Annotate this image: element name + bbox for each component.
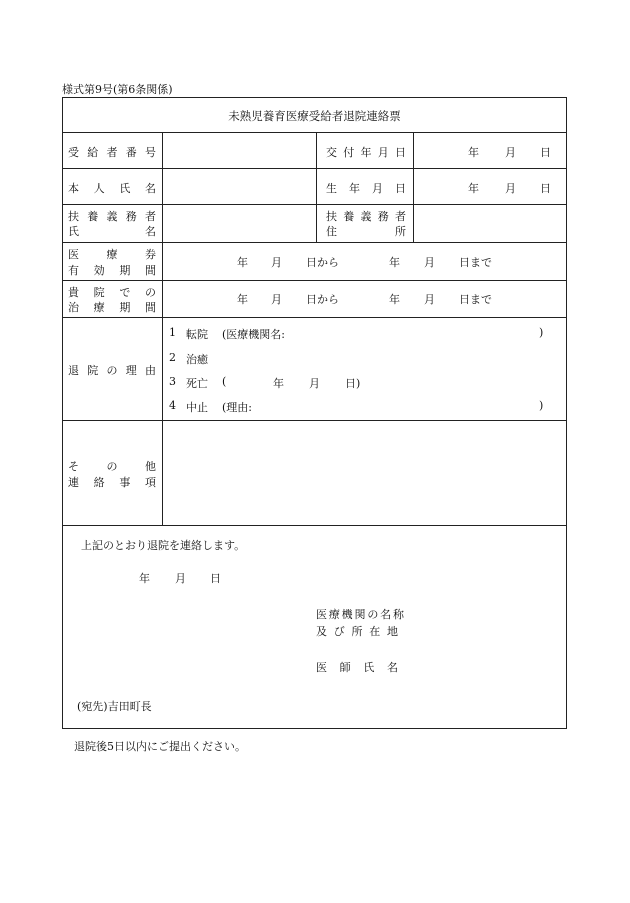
local-to-text: 日まで — [459, 293, 492, 306]
reason-3-month-unit: 月 — [309, 377, 320, 390]
reason-1-text: 転院 — [186, 328, 208, 341]
reason-1-number: 1 — [169, 326, 176, 339]
reason-2-number: 2 — [169, 351, 176, 364]
birth-day-unit: 日 — [540, 182, 551, 195]
local-to-year-unit: 年 — [389, 293, 400, 306]
local-from-text: 日から — [306, 293, 339, 306]
ticket-from-text: 日から — [306, 256, 339, 269]
birth-year-unit: 年 — [468, 182, 479, 195]
label-local-period-line2: 治 療 期 間 — [68, 301, 156, 314]
label-guardian-address-line2: 住 所 — [326, 225, 406, 238]
birth-month-unit: 月 — [505, 182, 516, 195]
label-guardian-name-line2: 氏 名 — [68, 225, 156, 238]
ticket-to-month-unit: 月 — [424, 256, 435, 269]
reason-3-year-unit: 年 — [273, 377, 284, 390]
row-divider — [62, 317, 567, 318]
row-divider — [62, 280, 567, 281]
row-divider — [62, 242, 567, 243]
label-issue-date: 交 付 年 月 日 — [326, 146, 406, 159]
reason-4-number: 4 — [169, 399, 176, 412]
reason-2-text: 治癒 — [186, 353, 208, 366]
label-recipient-number: 受 給 者 番 号 — [68, 146, 156, 159]
statement: 上記のとおり退院を連絡します。 — [81, 539, 246, 552]
issue-year-unit: 年 — [468, 146, 479, 159]
reason-4-text: 中止 — [186, 401, 208, 414]
label-ticket-period-line2: 有 効 期 間 — [68, 264, 156, 277]
addressee: (宛先)吉田町長 — [77, 700, 152, 713]
reason-3-detail: ( — [222, 375, 227, 388]
statement-year-unit: 年 — [139, 572, 150, 585]
label-institution-line2: 及 び 所 在 地 — [316, 625, 398, 638]
form-number: 様式第9号(第6条関係) — [62, 83, 173, 96]
label-other-line1: そ の 他 — [68, 460, 156, 473]
ticket-from-month-unit: 月 — [271, 256, 282, 269]
form-title: 未熟児養育医療受給者退院連絡票 — [228, 109, 401, 123]
row-divider — [62, 525, 567, 526]
column-divider — [413, 132, 414, 242]
column-divider — [316, 132, 317, 242]
label-reason: 退 院 の 理 由 — [68, 364, 156, 377]
row-divider — [62, 168, 567, 169]
label-column-divider — [162, 132, 163, 525]
row-divider — [62, 132, 567, 133]
ticket-to-text: 日まで — [459, 256, 492, 269]
issue-month-unit: 月 — [505, 146, 516, 159]
reason-1-detail: (医療機関名: — [222, 328, 285, 341]
reason-3-text: 死亡 — [186, 377, 208, 390]
local-from-month-unit: 月 — [271, 293, 282, 306]
row-divider — [62, 420, 567, 421]
local-to-month-unit: 月 — [424, 293, 435, 306]
footer-note: 退院後5日以内にご提出ください。 — [74, 740, 246, 753]
label-institution-line1: 医 療 機 関 の 名 称 — [316, 608, 404, 621]
label-other-line2: 連 絡 事 項 — [68, 476, 156, 489]
statement-day-unit: 日 — [210, 572, 221, 585]
reason-3-number: 3 — [169, 375, 176, 388]
statement-month-unit: 月 — [175, 572, 186, 585]
label-birth-date: 生 年 月 日 — [326, 182, 406, 195]
row-divider — [62, 204, 567, 205]
label-local-period-line1: 貴 院 で の — [68, 286, 156, 299]
label-ticket-period-line1: 医 療 券 — [68, 248, 156, 261]
local-from-year-unit: 年 — [237, 293, 248, 306]
reason-1-close: ) — [539, 326, 544, 339]
reason-3-close: 日) — [345, 377, 361, 390]
label-guardian-address-line1: 扶 養 義 務 者 — [326, 210, 406, 223]
ticket-from-year-unit: 年 — [237, 256, 248, 269]
issue-day-unit: 日 — [540, 146, 551, 159]
label-person-name: 本 人 氏 名 — [68, 182, 156, 195]
reason-4-close: ) — [539, 399, 544, 412]
label-doctor-name: 医 師 氏 名 — [316, 661, 398, 674]
reason-4-detail: (理由: — [222, 401, 252, 414]
label-guardian-name-line1: 扶 養 義 務 者 — [68, 210, 156, 223]
ticket-to-year-unit: 年 — [389, 256, 400, 269]
